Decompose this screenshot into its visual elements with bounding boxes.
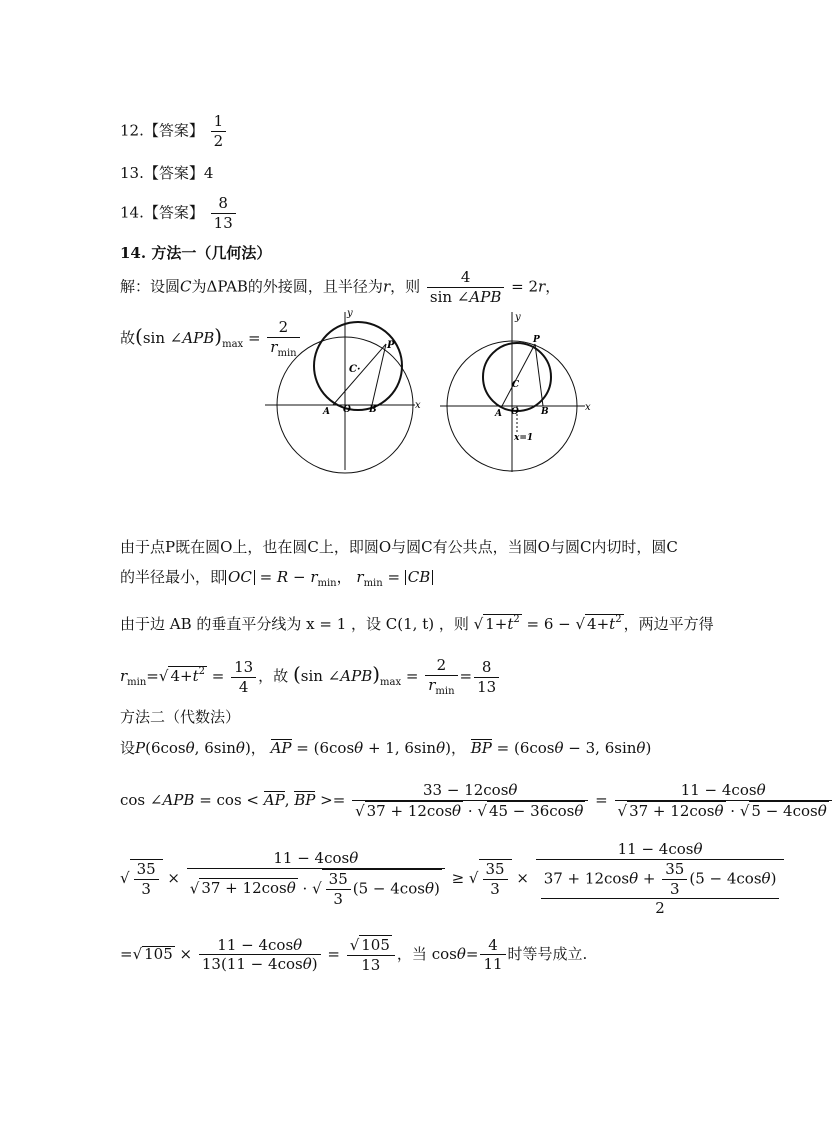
svg-text:C·: C· xyxy=(349,364,361,375)
svg-text:B: B xyxy=(369,405,377,415)
answer-12: 12.【答案】 $\frac{1}{2}$ xyxy=(120,112,228,151)
r-min-formula: $r_{min}=√$ $4+t^2$ = $\frac{13}{4}$ ，故 (sin $\angle APB)_{max}$ = $\frac{2}{r_{min}}$ = $\frac{8}{13}$ xyxy=(120,656,501,698)
svg-text:P: P xyxy=(533,335,540,345)
solution-intro: 解：设圆C为ΔPAB的外接圆，且半径为r，则 $\frac{4}{\text{sin ∠APB}}$ = 2r， xyxy=(120,268,561,306)
svg-text:P: P xyxy=(387,340,395,351)
final-line: =√ 105 × $\frac{11 - 4\cos\theta}{13(11 - 4\cos\theta)}$ = $\frac{√ 105}{13}$ ，当 cosθ= $\frac{4}{11}$ 时等号成立. xyxy=(120,935,588,974)
svg-text:x: x xyxy=(585,402,591,413)
answer-13: 13.【答案】4 xyxy=(120,164,214,182)
svg-text:C: C xyxy=(512,380,520,390)
cos-formula: cos ∠APB = cos < AP, BP >= $\frac{33 - 12\cos\theta}{√ 37 + 12\cos\theta \cdot √ 45 - 36\cos\theta}$ = $\frac{11 - 4\cos\theta}{√ 37 + 12\cos\theta \cdot √ 5 - 4\cos\theta}$ xyxy=(120,781,834,821)
svg-text:A: A xyxy=(495,409,502,419)
figure-left xyxy=(265,312,415,473)
answer-12-fraction: $\frac{1}{2}$ xyxy=(211,112,227,151)
figure-right xyxy=(440,312,585,472)
answer-14: 14.【答案】 $\frac{8}{13}$ xyxy=(120,194,238,233)
svg-text:O: O xyxy=(343,405,351,415)
svg-text:x: x xyxy=(415,400,421,411)
para1-line1: 由于点P既在圆O上，也在圆C上，即圆O与圆C有公共点，当圆O与圆C内切时，圆C xyxy=(120,538,678,556)
method2-heading: 方法二（代数法） xyxy=(120,708,241,726)
inequality-line: √ $\frac{35}{3}$ × 11 − 4cosθ √ 37 + 12cosθ · √ $\frac{35}{3}$ (5 − 4cosθ) ≥ √ $\frac{35}{3}$ × 11 − 4cosθ 37 + 12cosθ + $\frac{35}{3}$ (5 − 4cosθ) 2 xyxy=(120,840,786,918)
svg-text:B: B xyxy=(541,407,549,417)
answer-14-fraction: $\frac{8}{13}$ xyxy=(211,194,236,233)
para2: 由于边 AB 的垂直平分线为 x = 1 ，设 C(1, t) ，则 √ $1+t^2 = 6$ − √ $4+t^2$ ，两边平方得 xyxy=(120,614,714,633)
svg-text:x=1: x=1 xyxy=(514,433,534,443)
method1-heading: 14. 方法一（几何法） xyxy=(120,244,272,262)
sin-max-formula: 故(sin $\angle APB)_{max}$ = $\frac{2}{r_{min}}$ xyxy=(120,318,302,360)
vectors-line: 设P(6cosθ, 6sinθ)， AP = (6cosθ + 1, 6sinθ)， BP = (6cosθ − 3, 6sinθ) xyxy=(120,739,652,757)
svg-text:y: y xyxy=(347,308,353,319)
geometry-figures xyxy=(255,300,605,480)
svg-text:y: y xyxy=(515,312,521,323)
answer-13-value: 4 xyxy=(203,164,214,182)
para1-line2: 的半径最小，即 OC = $R - r_{min}$， $r_{min}$ = CB xyxy=(120,570,433,589)
svg-text:O: O xyxy=(511,407,519,417)
svg-text:A: A xyxy=(323,407,330,417)
